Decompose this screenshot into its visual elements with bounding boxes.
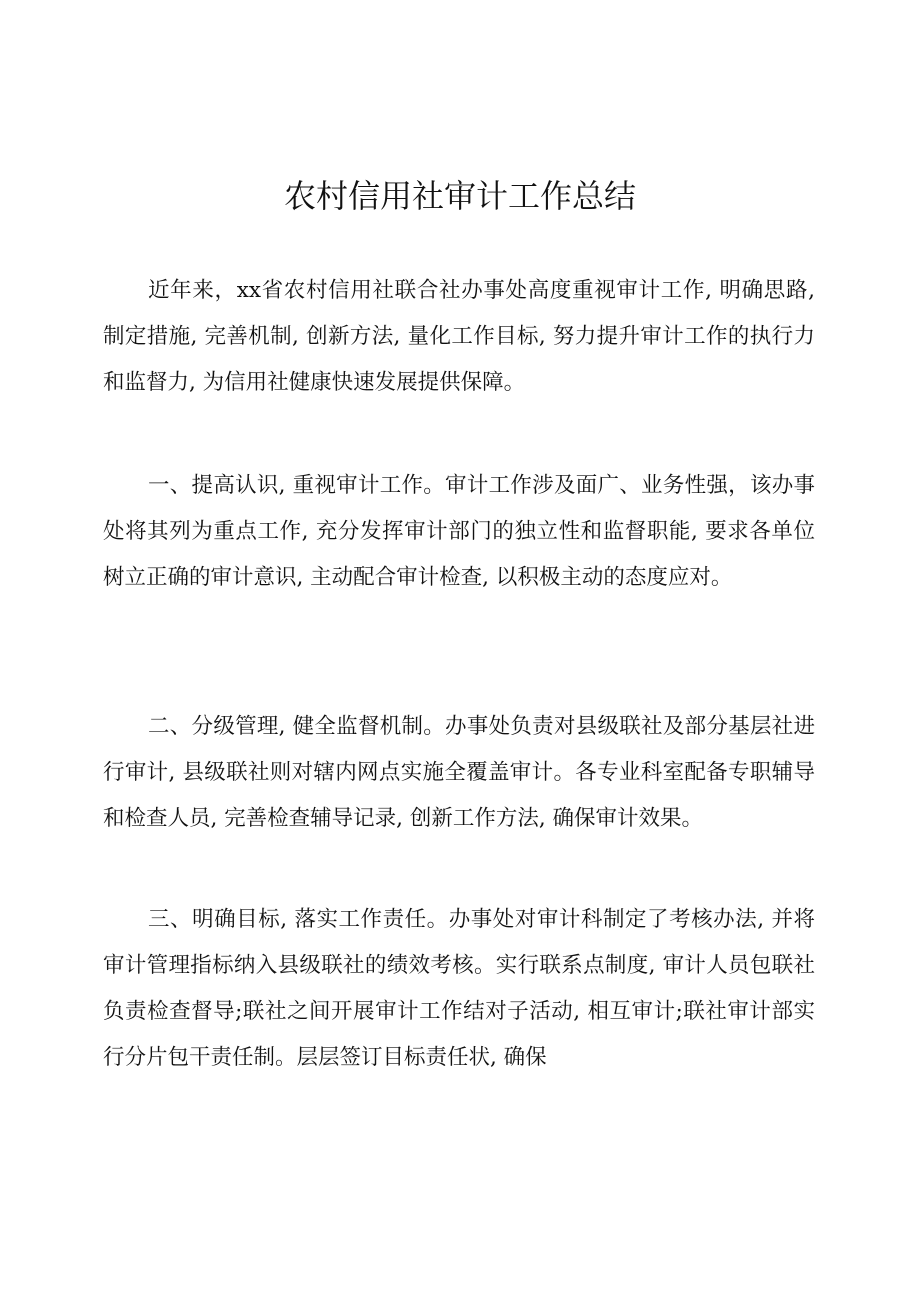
page-title: 农村信用社审计工作总结 — [283, 177, 636, 215]
paragraph-intro: 近年来，xx省农村信用社联合社办事处高度重视审计工作, 明确思路, 制定措施, 完善机制, 创新方法, 量化工作目标, 努力提升审计工作的执行力和监督力, 为信用社健康快速发展提供保障。 — [103, 278, 815, 395]
paragraph-section-one: 一、提高认识, 重视审计工作。审计工作涉及面广、业务性强，该办事处将其列为重点工作, 充分发挥审计部门的独立性和监督职能, 要求各单位树立正确的审计意识, 主动配合审计检查, 以积极主动的态度应对。 — [103, 473, 815, 590]
paragraph-section-three: 三、明确目标, 落实工作责任。办事处对审计科制定了考核办法, 并将审计管理指标纳入县级联社的绩效考核。实行联系点制度, 审计人员包联社负责检查督导;联社之间开展审计工作结对子活动, 相互审计;联社审计部实行分片包干责任制。层层签订目标责任状, 确保 — [103, 907, 815, 1070]
paragraph-section-two: 二、分级管理, 健全监督机制。办事处负责对县级联社及部分基层社进行审计, 县级联社则对辖内网点实施全覆盖审计。各专业科室配备专职辅导和检查人员, 完善检查辅导记录, 创新工作方法, 确保审计效果。 — [103, 714, 815, 831]
